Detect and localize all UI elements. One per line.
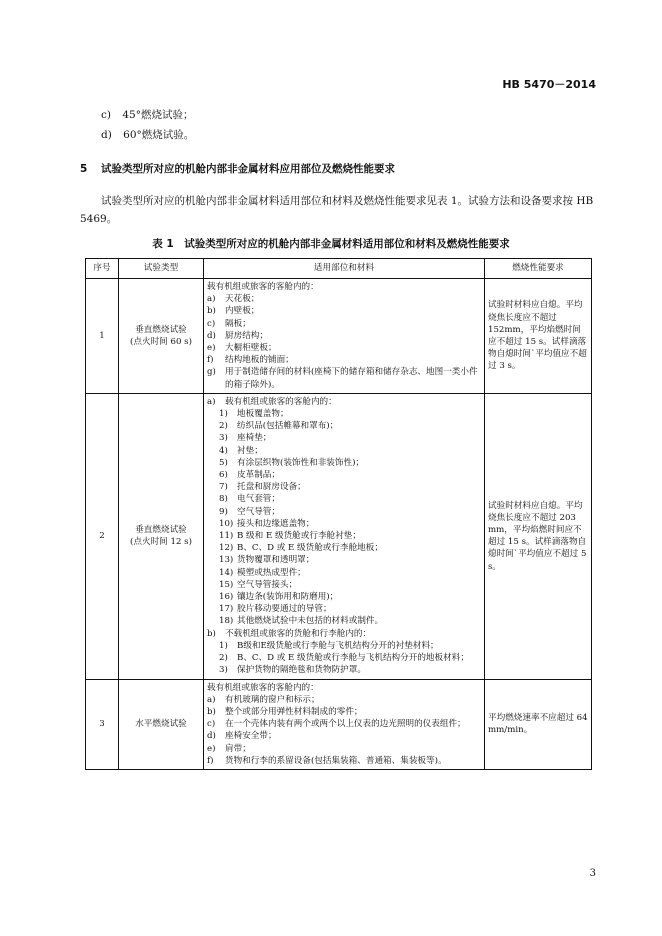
list-item: 8) 电气套管；: [219, 494, 280, 505]
list-item: 2) B、C、D 或 E 级货舱或行李舱与飞机结构分开的地板材料；: [219, 653, 469, 664]
page-number: 3: [589, 868, 596, 879]
row-test-type: [119, 393, 204, 679]
list-item: e) 大橱柜壁板；: [207, 343, 277, 354]
list-item: c) 隔板；: [207, 318, 251, 329]
list-item: 3) 保护货物的隔绝毯和货物防护罩。: [219, 665, 366, 676]
row-test-type: [119, 279, 204, 394]
row-materials: [204, 393, 485, 679]
list-item: 16) 镶边条(装饰用和防磨用)；: [219, 592, 339, 603]
list-item-text: 45°燃烧试验；: [122, 109, 194, 121]
list-item: g) 用于制造储存间的材料(座椅下的储存箱和储存杂志、地图一类小件的箱子除外)。: [207, 367, 478, 390]
list-item: 13) 货物覆罩和透明罩；: [219, 555, 315, 566]
list-item: 9) 空气导管；: [219, 506, 280, 517]
list-item: b) 整个或部分用弹性材料制成的零件；: [207, 706, 363, 717]
list-item: b) 内壁板；: [207, 306, 260, 317]
list-item: c) 在一个壳体内装有两个或两个以上仪表的边光照明的仪表组件；: [207, 719, 466, 730]
row-requirement: 试验时材料应自熄。平均烧焦长度应不超过 203 mm，平均焰燃时间应不超过 15 s。试样滴落物自熄时间`平均值应不超过 5 s。: [485, 393, 592, 679]
row-requirement: 试验时材料应自熄。平均烧焦长度应不超过 152mm，平均焰燃时间应不超过 15 s。试样滴落物自熄时间`平均值应不超过 3 s。: [485, 279, 592, 394]
list-item: 3) 座椅垫；: [219, 433, 272, 444]
list-item: 5) 有涂层织物(装饰性和非装饰性)；: [219, 457, 365, 468]
list-item: 1) B级和E级货舱或行李舱与飞机结构分开的衬垫材料；: [219, 640, 439, 651]
table-row: [86, 679, 592, 769]
test-type-name: 水平燃烧试验: [135, 719, 187, 730]
test-type-name: 垂直燃烧试验: [135, 324, 187, 335]
section-heading: [80, 161, 395, 176]
table-header-row: [86, 259, 592, 279]
row-materials: [204, 279, 485, 394]
list-item: 6) 皮革制品；: [219, 470, 280, 481]
header-materials: 适用部位和材料: [204, 259, 485, 279]
row-requirement: 平均燃烧速率不应超过 64 mm/min。: [485, 679, 592, 769]
list-item: 4) 衬垫；: [219, 445, 263, 456]
list-item: 1) 地板覆盖物；: [219, 409, 289, 420]
list-item: 7) 托盘和厨房设备；: [219, 482, 306, 493]
list-item: d) 厨房结构；: [207, 330, 268, 341]
doc-id-header: HB 5470－2014: [502, 78, 596, 91]
test-type-ignition: (点火时间 12 s): [130, 537, 192, 548]
section-title: 试验类型所对应的机舱内部非金属材料应用部位及燃烧性能要求: [100, 163, 395, 175]
list-item-d: [101, 127, 194, 142]
table-row: [86, 279, 592, 394]
table-row: [86, 393, 592, 679]
list-item: a) 天花板；: [207, 294, 260, 305]
row-test-type: [119, 679, 204, 769]
list-item: 14) 模塑或热成型件；: [219, 567, 306, 578]
row-materials: [204, 679, 485, 769]
row-no: 2: [86, 393, 119, 679]
list-item: d) 座椅安全带；: [207, 731, 277, 742]
list-item: 17) 胶片移动要通过的导管；: [219, 604, 332, 615]
list-item: 11) B 级和 E 级货舱或行李舱衬垫；: [219, 531, 361, 542]
materials-intro: 载有机组或旅客的客舱内的：: [207, 282, 319, 292]
row-no: 1: [86, 279, 119, 394]
requirements-table: [85, 258, 592, 770]
list-item-label: c): [101, 109, 111, 121]
list-item: 10) 接头和边缘遮盖物；: [219, 518, 315, 529]
list-item: f) 结构地板的铺面；: [207, 355, 294, 366]
table-caption: 表 1 试验类型所对应的机舱内部非金属材料适用部位和材料及燃烧性能要求: [152, 238, 510, 250]
list-item: f) 货物和行李的系留设备(包括集装箱、普通箱、集装板等)。: [207, 755, 447, 766]
list-item: a) 有机玻璃的窗户和标示；: [207, 694, 320, 705]
list-item: 2) 纺织品(包括帷幕和罩布)；: [219, 421, 339, 432]
list-item: e) 肩带；: [207, 743, 251, 754]
section-number: 5: [80, 163, 88, 175]
row-no: 3: [86, 679, 119, 769]
group-heading: a) 载有机组或旅客的客舱内的：: [207, 396, 337, 407]
list-item: 18) 其他燃烧试验中未包括的材料或制件。: [219, 616, 384, 627]
test-type-ignition: (点火时间 60 s): [130, 336, 192, 347]
list-item-c: [101, 107, 193, 122]
header-requirement: 燃烧性能要求: [485, 259, 592, 279]
header-no: 序号: [86, 259, 119, 279]
section-paragraph: 试验类型所对应的机舱内部非金属材料适用部位和材料及燃烧性能要求见表 1。试验方法和设备要求按 HB 5469。: [80, 195, 594, 225]
header-test-type: 试验类型: [119, 259, 204, 279]
list-item-text: 60°燃烧试验。: [123, 129, 195, 141]
test-type-name: 垂直燃烧试验: [135, 524, 187, 535]
group-heading: b) 不载机组或旅客的货舱和行李舱内的：: [207, 628, 372, 639]
list-item: 15) 空气导管接头；: [219, 579, 298, 590]
list-item-label: d): [101, 129, 112, 141]
list-item: 12) B、C、D 或 E 级货舱或行李舱地板；: [219, 543, 383, 554]
materials-intro: 载有机组或旅客的客舱内的：: [207, 682, 319, 693]
